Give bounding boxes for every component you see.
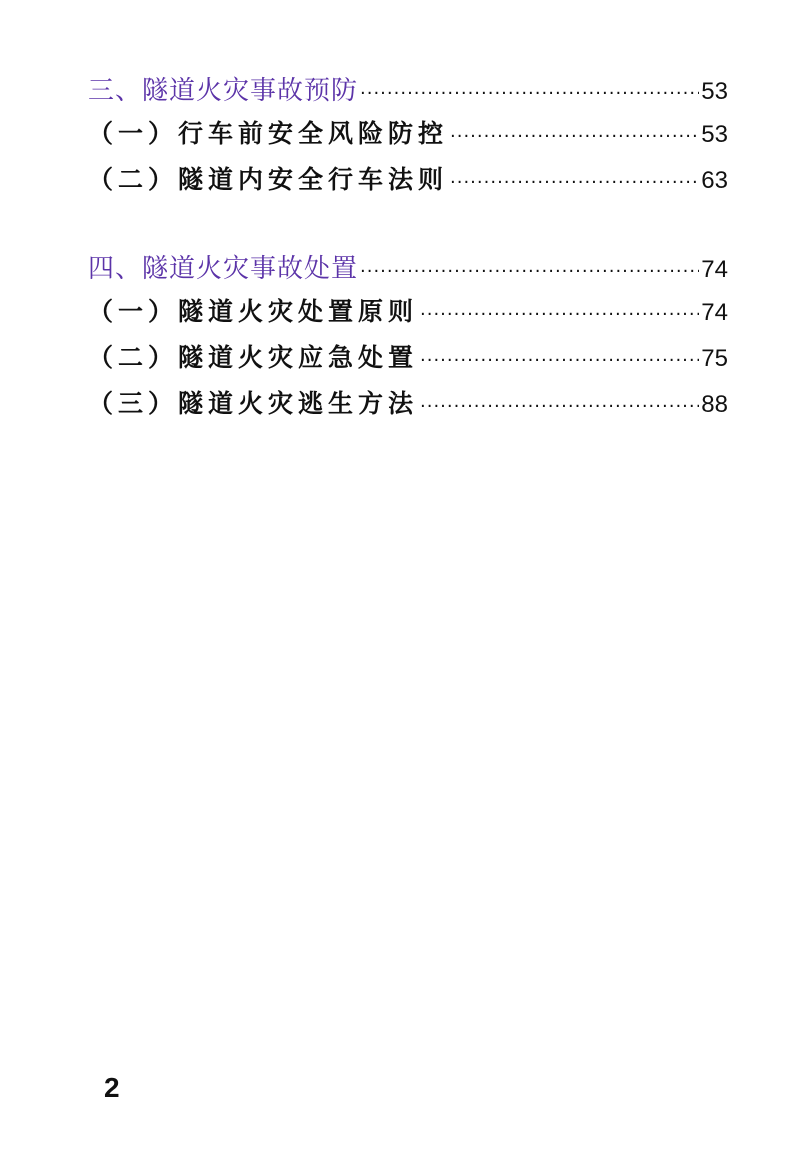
toc-page-number: 88 <box>701 391 728 418</box>
toc-entry-label: （一）行车前安全风险防控 <box>88 119 449 148</box>
toc-entry[interactable] <box>88 384 728 430</box>
toc-entry[interactable] <box>88 338 728 384</box>
toc-entry-label: （二）隧道火灾应急处置 <box>88 343 419 372</box>
toc-page-number: 75 <box>701 345 728 372</box>
dot-leader <box>420 396 699 417</box>
toc-heading-title: 三、隧道火灾事故预防 <box>88 76 359 106</box>
toc-heading[interactable] <box>88 70 728 114</box>
page-number: 2 <box>104 1072 120 1103</box>
toc-entry[interactable] <box>88 114 728 160</box>
dot-leader <box>360 83 699 104</box>
toc-page-number: 74 <box>701 299 728 326</box>
toc-page-number: 53 <box>701 121 728 148</box>
toc-section-3 <box>88 70 728 206</box>
toc-entry[interactable] <box>88 292 728 338</box>
toc-page-number: 53 <box>701 78 728 105</box>
dot-leader <box>360 261 699 282</box>
table-of-contents <box>88 70 728 472</box>
toc-heading-title: 四、隧道火灾事故处置 <box>88 254 359 284</box>
dot-leader <box>420 304 699 325</box>
toc-heading[interactable] <box>88 248 728 292</box>
toc-section-4 <box>88 248 728 430</box>
dot-leader <box>450 172 699 193</box>
toc-page-number: 74 <box>701 256 728 283</box>
toc-entry[interactable] <box>88 160 728 206</box>
toc-entry-label: （三）隧道火灾逃生方法 <box>88 389 419 418</box>
toc-entry-label: （一）隧道火灾处置原则 <box>88 297 419 326</box>
toc-page-number: 63 <box>701 167 728 194</box>
dot-leader <box>420 350 699 371</box>
toc-entry-label: （二）隧道内安全行车法则 <box>88 165 449 194</box>
dot-leader <box>450 126 699 147</box>
